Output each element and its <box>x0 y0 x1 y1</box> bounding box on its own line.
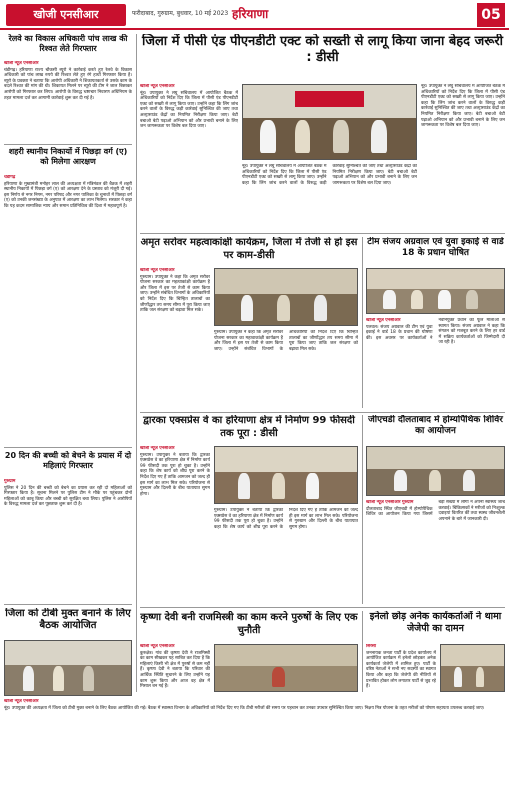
krishna-article <box>140 644 210 692</box>
photo-person <box>438 290 450 310</box>
pcpndt-meeting-photo <box>242 84 417 160</box>
photo-person <box>272 667 285 688</box>
reservation-headline: शहरी स्थानीय निकायों में पिछड़ा वर्ग (ए) को मिलेगा आरक्षण <box>8 147 128 166</box>
tb-article <box>4 699 504 795</box>
photo-person <box>411 290 423 310</box>
photo-person <box>23 666 34 690</box>
amrit-body: गुरुग्राम। उपायुक्त ने कहा कि अमृत सरोवर योजना सरकार का महत्वाकांक्षी कार्यक्रम है और जिला में इस पर तेजी से काम किया जाए। उन्होंने संबंधित विभागों के अधिकारियों को निर्देश दिए कि चिन्हित तालाबों का जीर्णोद्धार तय समय सीमा में पूरा किया जाए ताकि जल संरक्षण को बढ़ावा मिल सके। <box>140 274 210 314</box>
reservation-body: हरियाणा के मुख्यमंत्री मनोहर लाल की अध्यक्षता में मंत्रिमंडल की बैठक में शहरी स्थानीय निकायों में पिछड़ा वर्ग (ए) को आरक्षण देने के प्रस्ताव को मंजूरी दी गई। इस निर्णय से नगर निगम, नगर परिषद और नगर पालिका के चुनावों में पिछड़ा वर्ग (ए) को उनकी जनसंख्या के अनुपात में आरक्षण का लाभ मिलेगा। सरकार ने कहा कि यह कदम सामाजिक न्याय और समान प्रतिनिधित्व की दिशा में महत्वपूर्ण है। <box>4 181 132 209</box>
railway-body: चंडीगढ़। हरियाणा राज्य चौकसी ब्यूरो ने कार्रवाई करते हुए रेलवे के विकास अधिकारी को पांच लाख रुपये की रिश्वत लेते हुए रंगे हाथों गिरफ्तार किया है। ब्यूरो के प्रवक्ता ने बताया कि आरोपी अधिकारी ने शिकायतकर्ता से उसके काम के बदले रिश्वत की मांग की थी। शिकायत मिलने पर ब्यूरो की टीम ने जाल बिछाकर आरोपी को गिरफ्तार कर लिया। आरोपी के विरुद्ध भ्रष्टाचार निवारण अधिनियम के तहत मामला दर्ज कर आगामी कार्रवाई शुरू कर दी गई है। <box>4 67 132 101</box>
homeopathy-article <box>366 500 505 604</box>
photo-person <box>277 295 290 320</box>
divider <box>4 604 132 605</box>
photo-person <box>371 120 387 153</box>
tb-body: नूंह। उपायुक्त की अध्यक्षता में जिला को टीबी मुक्त बनाने के लिए बैठक आयोजित की गई। बैठक में स्वास्थ्य विभाग के अधिकारियों को निर्देश दिए गए कि टीबी मरीजों की समय पर पहचान कर उनका उपचार सुनिश्चित किया जाए। निक्षय मित्र योजना के तहत मरीजों को पोषण सहायता उपलब्ध करवाई जाए। <box>4 705 485 711</box>
edition-date: फरीदाबाद, गुरुग्राम, बुधवार, 10 मई 2023 <box>132 10 229 17</box>
photo-foreground <box>215 472 357 503</box>
homeopathy-headline: जीएचडी दौलताबाद में होम्योपैथिक शिविर का आयोजन <box>368 415 503 436</box>
pcpndt-body-side: नूंह। उपायुक्त ने लघु सचिवालय में आयोजित बैठक में अधिकारियों को निर्देश दिए कि जिला में पीसी एंड पीएनडीटी एक्ट को सख्ती से लागू किया जाए। उन्होंने कहा कि लिंग जांच करने वालों के विरुद्ध कड़ी कार्रवाई सुनिश्चित की जाए तथा अल्ट्रासाउंड केंद्रों का नियमित निरीक्षण किया जाए। बेटी बचाओ बेटी पढ़ाओ अभियान को और प्रभावी बनाने के लिए जन जागरूकता पर विशेष बल दिया जाए। <box>421 84 505 129</box>
krishna-body: कुरुक्षेत्र। गांव की कृष्णा देवी ने राजमिस्त्री का काम सीखकर यह साबित कर दिया है कि महिलाएं किसी भी क्षेत्र में पुरुषों से कम नहीं हैं। कृष्णा देवी ने बताया कि परिवार की आर्थिक स्थिति सुधारने के लिए उन्होंने यह काम शुरू किया और आज वह क्षेत्र में मिसाल बन गई हैं। <box>140 650 210 690</box>
railway-article <box>4 61 132 142</box>
photo-person <box>394 470 406 492</box>
amrit-byline: खोजी न्यूज़ एनसीआर <box>140 268 175 273</box>
amrit-article-cont <box>214 330 358 408</box>
photo-background <box>441 645 504 666</box>
reservation-article <box>4 175 132 445</box>
team-headline: टीम संजय अग्रवाल एवं युवा इकाई से वार्ड 18 के प्रधान घोषित <box>367 237 504 258</box>
page-number: 05 <box>477 3 505 27</box>
dwarka-byline: खोजी न्यूज़ एनसीआर <box>140 446 175 451</box>
homeopathy-byline: खोजी न्यूज़ एनसीआर गुरुग्राम <box>366 500 414 505</box>
divider <box>140 233 505 234</box>
railway-headline: रेलवे का विकास अधिकारी पांच लाख की रिश्वत लेते गिरफ्तार <box>8 34 128 53</box>
krishna-work-photo <box>214 644 358 692</box>
homeopathy-body: दौलताबाद स्थित जीएचडी में होम्योपैथिक शिविर का आयोजन किया गया जिसमें बड़ी संख्या में लोगों ने अपनी स्वास्थ्य जांच करवाई। चिकित्सकों ने मरीजों को निःशुल्क दवाइयां वितरित कीं तथा स्वस्थ जीवनशैली अपनाने के बारे में जानकारी दी। <box>366 500 505 522</box>
photo-person <box>429 470 441 492</box>
photo-person <box>314 295 327 320</box>
inelo-headline: इनेलो छोड़ अनेक कार्यकर्ताओं ने थामा जेजेपी का दामन <box>369 611 502 634</box>
photo-person <box>306 473 319 498</box>
newspaper-logo: खोजी एनसीआर <box>6 4 126 26</box>
photo-background <box>215 645 357 666</box>
pcpndt-headline: जिला में पीसी एंड पीएनडीटी एक्ट को सख्ती से लागू किया जाना बेहद जरूरी : डीसी <box>141 34 504 65</box>
photo-person <box>333 120 349 153</box>
women20-article <box>4 479 132 601</box>
amrit-meeting-photo <box>214 268 358 326</box>
photo-foreground <box>215 666 357 691</box>
photo-background <box>5 641 131 665</box>
photo-person <box>295 120 311 153</box>
team-byline: खोजी न्यूज़ एनसीआर <box>366 318 401 323</box>
photo-background <box>367 447 504 469</box>
tb-meeting-photo <box>4 640 132 696</box>
railway-byline: खोजी न्यूज़ एनसीआर <box>4 61 39 66</box>
women20-headline: 20 दिन की बच्ची को बेचने के प्रयास में दो महिलाएं गिरफ्तार <box>4 451 132 470</box>
dwarka-article <box>140 446 210 604</box>
divider <box>4 447 132 448</box>
team-article <box>366 318 505 408</box>
inelo-body: जननायक जनता पार्टी के प्रदेश कार्यालय में आयोजित कार्यक्रम में इनेलो छोड़कर अनेक कार्यकर्ता जेजेपी में शामिल हुए। पार्टी के वरिष्ठ नेताओं ने सभी नए सदस्यों का स्वागत किया और कहा कि जेजेपी की नीतियों से प्रभावित होकर लोग लगातार पार्टी से जुड़ रहे हैं। <box>366 650 436 690</box>
dwarka-headline: द्वारका एक्सप्रेस वे का हरियाणा क्षेत्र में निर्माण 99 फीसदी तक पूरा : डीसी <box>143 415 355 439</box>
photo-background <box>215 447 357 472</box>
tb-headline: जिला को टीबी मुक्त बनाने के लिए बैठक आयोजित <box>5 608 131 631</box>
inelo-joining-photo <box>440 644 505 692</box>
amrit-body-cont: गुरुग्राम। उपायुक्त ने कहा कि अमृत सरोवर योजना सरकार का महत्वाकांक्षी कार्यक्रम है और जिला में इस पर तेजी से काम किया जाए। उन्होंने संबंधित विभागों के अधिकारियों को निर्देश दिए कि चिन्हित तालाबों का जीर्णोद्धार तय समय सीमा में पूरा किया जाए ताकि जल संरक्षण को बढ़ावा मिल सके। <box>214 330 358 352</box>
photo-person <box>241 295 254 320</box>
photo-person <box>476 667 485 688</box>
inelo-byline: सिरसा <box>366 644 377 649</box>
column-rule <box>362 611 363 692</box>
photo-person <box>272 473 285 498</box>
dwarka-article-cont <box>214 508 358 604</box>
dwarka-body-cont: गुरुग्राम। उपायुक्त ने बताया कि द्वारका एक्सप्रेस वे का हरियाणा क्षेत्र में निर्माण कार्य 99 फीसदी तक पूरा हो चुका है। उन्होंने कहा कि शेष कार्य को शीघ्र पूरा करने के निर्देश दिए गए हैं ताकि आमजन को जल्द ही इस मार्ग का लाभ मिल सके। परियोजना से गुरुग्राम और दिल्ली के बीच यातायात सुगम होगा। <box>214 508 358 530</box>
photo-person <box>463 470 475 492</box>
reservation-byline: चंडीगढ़ <box>4 175 16 180</box>
masthead <box>0 0 509 30</box>
pcpndt-body-cont: नूंह। उपायुक्त ने लघु सचिवालय में आयोजित बैठक में अधिकारियों को निर्देश दिए कि जिला में पीसी एंड पीएनडीटी एक्ट को सख्ती से लागू किया जाए। उन्होंने कहा कि लिंग जांच करने वालों के विरुद्ध कड़ी कार्रवाई सुनिश्चित की जाए तथा अल्ट्रासाउंड केंद्रों का नियमित निरीक्षण किया जाए। बेटी बचाओ बेटी पढ़ाओ अभियान को और प्रभावी बनाने के लिए जन जागरूकता पर विशेष बल दिया जाए। <box>242 164 417 186</box>
photo-banner <box>295 91 364 107</box>
photo-person <box>260 120 276 153</box>
amrit-headline: अमृत सरोवर महत्वाकांक्षी कार्यक्रम, जिला में तेजी से हो इस पर काम-डीसी <box>140 237 358 261</box>
section-title: हरियाणा <box>232 7 269 21</box>
dwarka-body: गुरुग्राम। उपायुक्त ने बताया कि द्वारका एक्सप्रेस वे का हरियाणा क्षेत्र में निर्माण कार्य 99 फीसदी तक पूरा हो चुका है। उन्होंने कहा कि शेष कार्य को शीघ्र पूरा करने के निर्देश दिए गए हैं ताकि आमजन को जल्द ही इस मार्ग का लाभ मिल सके। परियोजना से गुरुग्राम और दिल्ली के बीच यातायात सुगम होगा। <box>140 452 210 497</box>
photo-person <box>383 290 395 310</box>
pcpndt-body: नूंह। उपायुक्त ने लघु सचिवालय में आयोजित बैठक में अधिकारियों को निर्देश दिए कि जिला में पीसी एंड पीएनडीटी एक्ट को सख्ती से लागू किया जाए। उन्होंने कहा कि लिंग जांच करने वालों के विरुद्ध कड़ी कार्रवाई सुनिश्चित की जाए तथा अल्ट्रासाउंड केंद्रों का नियमित निरीक्षण किया जाए। बेटी बचाओ बेटी पढ़ाओ अभियान को और प्रभावी बनाने के लिए जन जागरूकता पर विशेष बल दिया जाए। <box>140 90 238 130</box>
column-rule <box>136 34 137 692</box>
column-rule <box>362 237 363 408</box>
divider <box>140 412 505 413</box>
women20-body: पुलिस ने 20 दिन की बच्ची को बेचने का प्रयास कर रही दो महिलाओं को गिरफ्तार किया है। सूचना मिलने पर पुलिस टीम ने मौके पर पहुंचकर दोनों महिलाओं को काबू किया और बच्ची को सुरक्षित बचा लिया। पुलिस ने आरोपियों के विरुद्ध मामला दर्ज कर पूछताछ शुरू कर दी है। <box>4 485 132 508</box>
tb-byline: खोजी न्यूज़ एनसीआर <box>4 699 39 704</box>
homeopathy-camp-photo <box>366 446 505 496</box>
pcpndt-article <box>140 84 238 229</box>
column-rule <box>362 415 363 604</box>
photo-person <box>454 667 463 688</box>
photo-foreground <box>441 666 504 691</box>
photo-background <box>215 269 357 294</box>
inelo-article <box>366 644 436 692</box>
photo-person <box>53 666 64 690</box>
amrit-article <box>140 268 210 408</box>
krishna-headline: कृष्णा देवी बनी राजमिस्त्री का काम करने पुरुषों के लिए एक चुनौती <box>140 612 358 636</box>
krishna-byline: खोजी न्यूज़ एनसीआर <box>140 644 175 649</box>
team-body: पलवल। संजय अग्रवाल की टीम एवं युवा इकाई ने वार्ड 18 के प्रधान की घोषणा की। इस अवसर पर कार्यकर्ताओं ने नवनियुक्त प्रधान का फूल मालाओं से स्वागत किया। संजय अग्रवाल ने कहा कि संगठन को मजबूत करने के लिए हर वार्ड में सक्रिय कार्यकर्ताओं को जिम्मेदारी दी जा रही है। <box>366 318 505 346</box>
pcpndt-article-side <box>421 84 505 229</box>
photo-person <box>238 473 251 498</box>
pcpndt-article-cont <box>242 164 417 229</box>
divider <box>140 607 505 608</box>
divider <box>4 144 132 145</box>
photo-background <box>367 269 504 289</box>
photo-person <box>466 290 478 310</box>
photo-person <box>83 666 94 690</box>
women20-byline: गुरुग्राम <box>4 479 16 484</box>
team-group-photo <box>366 268 505 314</box>
pcpndt-byline: खोजी न्यूज़ एनसीआर <box>140 84 175 89</box>
dwarka-meeting-photo <box>214 446 358 504</box>
